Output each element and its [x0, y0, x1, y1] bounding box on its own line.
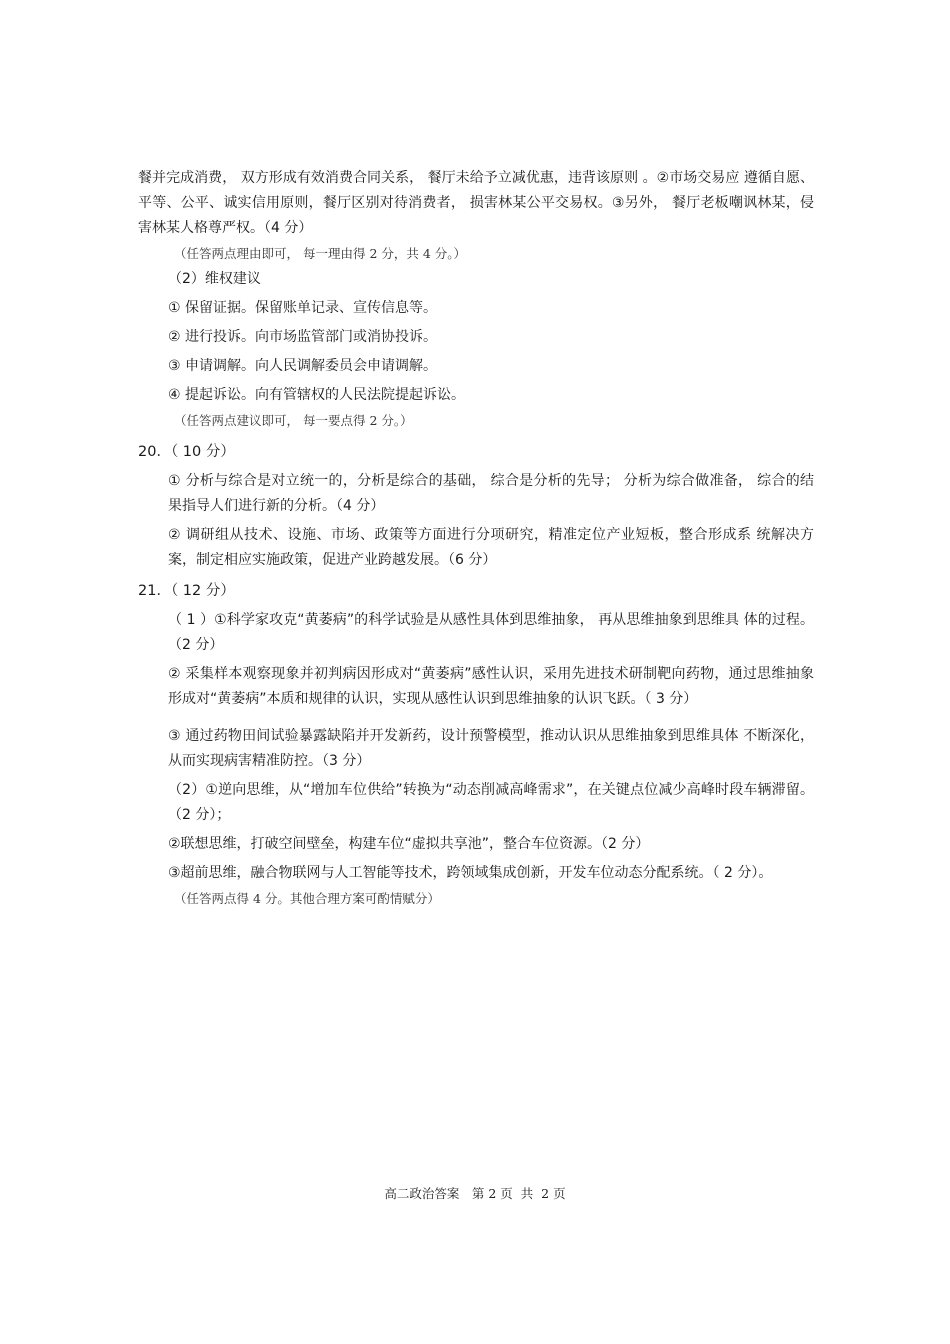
q20-point-1: ① 分析与综合是对立统一的，分析是综合的基础， 综合是分析的先导； 分析为综合做准备， 综合的结果指导人们进行新的分析。（4 分） — [168, 473, 814, 514]
q21-part1-point-3: ③ 通过药物田间试验暴露缺陷并开发新药，设计预警模型，推动认识从思维抽象到思维具体 不断深化，从而实现病害精准防控。（3 分） — [168, 728, 814, 769]
q20-header: 20．（ 10 分） — [138, 444, 235, 460]
q19-part1-scoring-note: （任答两点理由即可， 每一理由得 2 分，共 4 分。） — [174, 246, 467, 261]
q19-part2-title: （2）维权建议 — [168, 271, 261, 287]
q21-part2-point-3: ③超前思维，融合物联网与人工智能等技术，跨领域集成创新，开发车位动态分配系统。（ 2 分）。 — [168, 865, 773, 881]
q19-suggestion-3: ③ 申请调解。向人民调解委员会申请调解。 — [168, 358, 437, 374]
q21-part2-point-2: ②联想思维，打破空间壁垒，构建车位“虚拟共享池”，整合车位资源。（2 分） — [168, 836, 650, 852]
q20-point-2: ② 调研组从技术、设施、市场、政策等方面进行分项研究，精准定位产业短板，整合形成系 统解决方案，制定相应实施政策，促进产业跨越发展。（6 分） — [168, 527, 814, 568]
q19-part1-continuation: 餐并完成消费， 双方形成有效消费合同关系， 餐厅未给予立减优惠，违背该原则 。②市场交易应 遵循自愿、平等、公平、诚实信用原则，餐厅区别对待消费者， 损害林某公平交易权。③另外， 餐厅老板嘲讽林某，侵害林某人格尊严权。（4 分） — [138, 170, 814, 236]
page-footer: 高二政治答案 第 2 页 共 2 页 — [384, 1186, 566, 1201]
q19-suggestion-1: ① 保留证据。保留账单记录、宣传信息等。 — [168, 300, 437, 316]
q21-part1-point-1: （ 1 ）①科学家攻克“黄萎病”的科学试验是从感性具体到思维抽象， 再从思维抽象到思维具 体的过程。（2 分） — [168, 612, 814, 653]
q21-part2-point-1: （2）①逆向思维，从“增加车位供给”转换为“动态削减高峰需求”，在关键点位减少高峰时段车辆滞留。（2 分）； — [168, 782, 814, 823]
q19-suggestion-2: ② 进行投诉。向市场监管部门或消协投诉。 — [168, 329, 437, 345]
q21-header: 21．（ 12 分） — [138, 583, 235, 599]
answer-content — [138, 166, 814, 912]
q21-part1-point-2: ② 采集样本观察现象并初判病因形成对“黄萎病”感性认识，采用先进技术研制靶向药物，通过思维抽象形成对“黄萎病”本质和规律的认识，实现从感性认识到思维抽象的认识飞跃。（ 3 分） — [168, 666, 814, 707]
q21-scoring-note: （任答两点得 4 分。其他合理方案可酌情赋分） — [174, 891, 440, 906]
q19-part2-scoring-note: （任答两点建议即可， 每一要点得 2 分。） — [174, 413, 413, 428]
q19-suggestion-4: ④ 提起诉讼。向有管辖权的人民法院提起诉讼。 — [168, 387, 465, 403]
